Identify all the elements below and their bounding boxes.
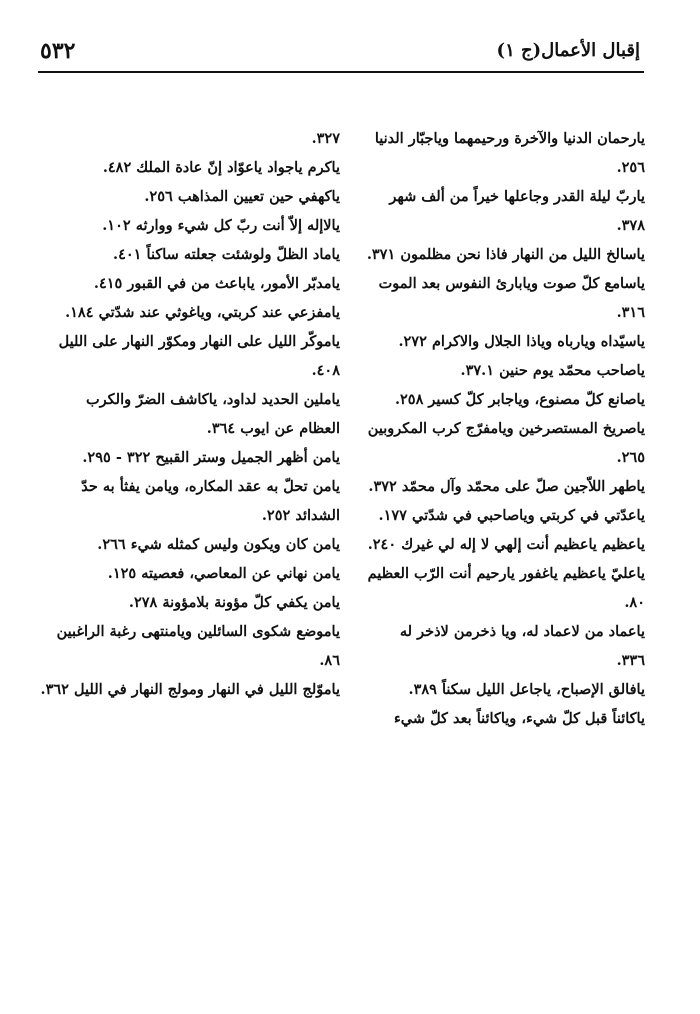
index-entry-line: ياربّ ليلة القدر وجاعلها خيراً من ألف شهر: [389, 188, 645, 205]
index-entry-line: ياماد الظلّ ولوشئت جعلته ساكناً ٤٠١.: [113, 246, 340, 263]
index-entry-line: ياموّلج الليل في النهار ومولج النهار في الليل ٣٦٢.: [40, 681, 340, 698]
index-entry-line: يامفزعي عند كربتي، وياغوثي عند شدّتي ١٨٤.: [65, 304, 340, 321]
index-entry-line: يامن كان ويكون وليس كمثله شيء ٢٦٦.: [97, 536, 340, 553]
index-entry-line: ياصاحب محمّد يوم حنين ٣٧.١.: [460, 362, 645, 379]
index-entry-line: ياصانع كلّ مصنوع، وياجابر كلّ كسير ٢٥٨.: [394, 391, 645, 408]
index-entry-line: ياكائناً قبل كلّ شيء، وياكائناً بعد كلّ شيء: [393, 710, 645, 727]
index-entry-line: ٨٠.: [624, 594, 645, 611]
index-entry-line: ياكهفي حين تعيين المذاهب ٢٥٦.: [144, 188, 340, 205]
index-entry-line: ياعماد من لاعماد له، ويا ذخرمن لاذخر له: [399, 623, 645, 640]
index-column-left: [40, 124, 340, 704]
page-header: [40, 38, 640, 68]
index-entry-line: يامن يكفي كلّ مؤونة بلامؤونة ٢٧٨.: [128, 594, 340, 611]
header-rule: [38, 71, 644, 73]
book-title: إقبال الأعمال(ج ١): [496, 40, 640, 61]
index-entry-line: ٤٠٨.: [311, 362, 340, 379]
index-entry-line: ٣٧٨.: [616, 217, 645, 234]
index-entry-line: ٣٢٧.: [311, 130, 340, 147]
index-entry-line: يامدبّر الأمور، ياباعث من في القبور ٤١٥.: [93, 275, 340, 292]
index-entry-line: ٣٣٦.: [616, 652, 645, 669]
index-entry-line: ياسامع كلّ صوت ويابارئ النفوس بعد الموت: [378, 275, 645, 292]
index-entry-line: ياعظيم ياعظيم أنت إلهي لا إله لي غيرك ٢٤٠.: [367, 536, 645, 553]
index-entry-line: العظام عن ايوب ٣٦٤.: [206, 420, 340, 437]
index-entry-line: ياسيّداه ويارباه وياذا الجلال والاكرام ٢٧٢.: [398, 333, 645, 350]
index-entry-line: ٣١٦.: [616, 304, 645, 321]
index-entry-line: ياصريخ المستصرخين ويامفرّج كرب المكروبين: [367, 420, 645, 437]
page-number: ٥٣٢: [40, 38, 76, 64]
index-entry-line: ياسالخ الليل من النهار فاذا نحن مظلمون ٣٧١.: [366, 246, 645, 263]
index-entry-line: ٢٦٥.: [616, 449, 645, 466]
index-column-right: [355, 124, 645, 733]
index-entry-line: يامن تحلّ به عقد المكاره، ويامن يفثأ به حدّ: [81, 478, 340, 495]
index-entry-line: ياموضع شكوى السائلين ويامنتهى رغبة الراغبين: [56, 623, 340, 640]
index-entry-line: ياكرم ياجواد ياعوّاد إنّ عادة الملك ٤٨٢.: [102, 159, 340, 176]
index-entry-line: ياملين الحديد لداود، ياكاشف الضرّ والكرب: [86, 391, 340, 408]
index-entry-line: يامن أظهر الجميل وستر القبيح ٣٢٢ - ٢٩٥.: [82, 449, 340, 466]
index-entry-line: ٢٥٦.: [616, 159, 645, 176]
index-entry-line: ياموكّر الليل على النهار ومكوّر النهار على الليل: [58, 333, 340, 350]
index-entry-line: الشدائد ٢٥٢.: [261, 507, 340, 524]
index-entry-line: يافالق الإصباح، ياجاعل الليل سكناً ٣٨٩.: [408, 681, 645, 698]
index-entry-line: يامن نهاني عن المعاصي، فعصيته ١٢٥.: [107, 565, 340, 582]
index-entry-line: يالاإله إلاّ أنت ربّ كل شيء ووارثه ١٠٢.: [102, 217, 340, 234]
index-entry-line: ياطهر اللاّجين صلّ على محمّد وآل محمّد ٣٧٢.: [368, 478, 645, 495]
index-entry-line: ياعليّ ياعظيم ياغفور يارحيم أنت الرّب العظيم: [367, 565, 645, 582]
index-entry-line: ياعدّتي في كربتي وياصاحبي في شدّتي ١٧٧.: [378, 507, 645, 524]
index-entry-line: يارحمان الدنيا والآخرة ورحيمهما وياجبّار الدنيا: [374, 130, 645, 147]
index-entry-line: ٨٦.: [319, 652, 340, 669]
